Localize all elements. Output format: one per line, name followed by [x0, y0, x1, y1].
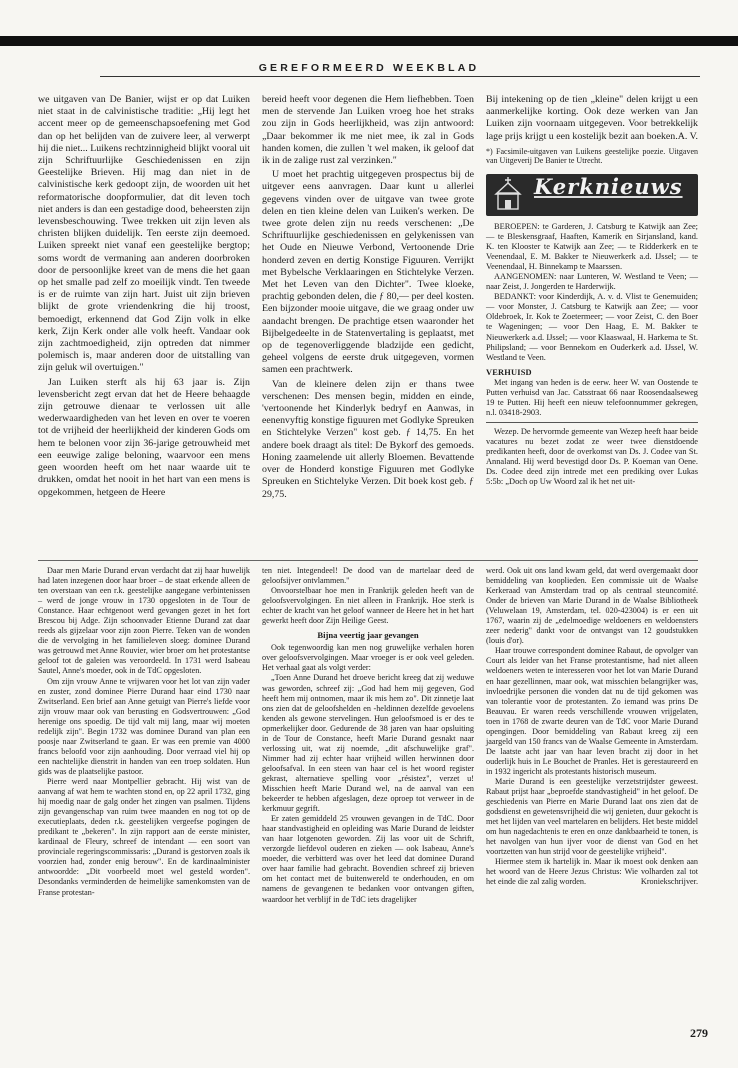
kerknieuws-items: [486, 222, 698, 487]
verhuisd-text: Met ingang van heden is de eerw. heer W. van Oostende te Putten verhuisd van Jac. Catsstraat 66 naar Roosendaalseweg 19 te Putten. Hij heeft een nieuw telefoonnummer gekregen, n.l. 03418-2903.: [486, 377, 698, 417]
section-divider: [38, 560, 698, 561]
lower-col3-paragraph: [486, 857, 698, 887]
lower-column-3: [486, 566, 698, 888]
lower-column-1: [38, 566, 250, 898]
upper-col2-paragraph: Van de kleinere delen zijn er thans twee verschenen: Des mensen begin, midden en einde, 'vertoonende het Kinderlyk bedryf en Aanwas, in eenenvyftig konstige figuuren met Godlyke Spreuken en Stichtelyke Verzen" kost geb. ƒ 14,75. En het andere boek draagt als titel: De Bykorf des gemoeds. Honing zaamelende uit allerly Bloemen. Bevattende over de Honderd konstige Figuuren met Godlyke Spreuken en Stichtelyke Verzen. Dit boek kost geb. ƒ 29,75.: [262, 378, 474, 500]
kerknieuws-item: BEDANKT: voor Kinderdijk, A. v. d. Vlist te Genemuiden; — voor Monster, J. Catsburg te Katwijk aan Zee; — voor Oldebroek, Ir. Kok te Zoetermeer; — voor Zeist, C. den Boer te Wageningen; — voor Den Haag, E. M. Bakker te Nieuwerkerk a.d. IJssel; — voor Klaaswaal, H. Harkema te St. Philipsland; — voor Bennekom en Ouderkerk a.d. IJssel, W. Westland te Veen.: [486, 292, 698, 362]
kerknieuws-item: BEROEPEN: te Garderen, J. Catsburg te Katwijk aan Zee; — te Bleskensgraaf, Haaften, Kamerik en Sirjansland, kand. K. ten Klooster te Katwijk aan Zee; — te Ridderkerk en te Veenendaal, E. M. Bakker te Nieuwerkerk a.d. IJssel; — te Veenendaal, H. Binnekamp te Maarssen.: [486, 222, 698, 272]
upper-column-3: [486, 94, 698, 487]
section-heading: Bijna veertig jaar gevangen: [317, 630, 419, 641]
page-number: 279: [690, 1026, 708, 1040]
lower-col3-paragraph: Marie Durand is een geestelijke verzetstrijdster geweest. Rabaut prijst haar „beproefde standvastigheid" in het geloof. De geschiedenis van Pierre en Marie Durand laat ons zien dat de godsdienst en gewetensvrijheid die wij genieten, duur gekocht is met het lijden van veel martelaren en belijders. Het beste middel om hun nagedachtenis te eren en onze dankbaarheid te tonen, is het navolgen van hun ijver voor de dienst van God en het voortzetten van hun strijd voor de geestelijke vrijheid".: [486, 776, 698, 857]
lower-col1-paragraph: Om zijn vrouw Anne te vrijwaren voor het lot van zijn vader en zuster, zond dominee Pierre Durand haar eind 1730 naar Zwitserland. Een brief aan Anne getuigt van Pierre's liefde voor zijn vrouw maar ook van berusting en Godsvertrouwen: „God herenige ons spoedig. De tijd valt mij lang, maar wij moeten redelijk zijn". Begin 1732 was dominee Durand van plan een poosje naar Zwitserland te gaan. Er was een premie van 4000 francs beloofd voor zijn aanhouding. Door verraad viel hij op een nachtelijke dienstrit in handen van een troep soldaten. Hun gids was de plaatselijke pastoor.: [38, 676, 250, 776]
lower-col1-paragraph: Pierre werd naar Montpellier gebracht. Hij wist van de aanvang af wat hem te wachten stond en, op 22 april 1732, ging hij moedig naar de galg onder het zingen van psalmen. Tijdens zijn gevangenschap van ruim twee maanden en nog tot op de executieplaats, deden r.k. geestelijken vergeefse pogingen de predikant te „bekeren". In zijn rapport aan de eerste minister, kardinaal de Fleury, schreef de intendant — een soort van provinciale regeringscommissaris: „Durand is gestorven zoals ik voorzien had, zonder enig berouw". En de kardinaalminister antwoordde: „Dit voorbeeld moet wel gesteld worden". Desondanks verminderden de heimelijke samenkomsten van de Franse protestan-: [38, 776, 250, 897]
signoff-kroniekschrijver: Kroniekschrijver.: [640, 877, 698, 887]
church-icon: [492, 177, 528, 213]
masthead: GEREFORMEERD WEEKBLAD: [258, 62, 480, 74]
lower-col3-paragraph: werd. Ook uit ons land kwam geld, dat werd overgemaakt door bemiddeling van kooplieden. Een commissie uit de Waalse Kerkeraad van Amsterdam trad op als centraal steuncomité. Onder de brieven van Marie Durand in de Waalse Bibliotheek (Veluwelaan 19, Amsterdam, tel. 020-423004) is er een uit 1767, waarin zij de „edelmoedige weldoeners en weldoensters zeer nederig" dankt voor de ontvangst van 12 goudstukken (louis d'or).: [486, 566, 698, 646]
upper-col3-intro: [486, 94, 698, 143]
upper-column-1: [38, 94, 250, 499]
kerknieuws-title: Kerknieuws: [534, 174, 683, 199]
upper-col2-paragraph: U moet het prachtig uitgegeven prospectus bij de uitgever eens aanvragen. Daar kunt u allerlei gegevens vinden over de uitgave van twee grote delen en tien kleine delen van Luiken's werken. De twee grote delen zijn nu reeds verschenen: „De Schriftuurlijke geschiedenissen en gelykenissen van het Oude en Nieuwe Verbond, Vertoonende Drie honderd zeven en dertig Konstige Figuuren. Verrijkt met Bybelsche Verklaaringen en Stichtelyke Verzen. Met het Leven van den Dichter". Twee kloeke, prachtig gebonden delen, die ƒ 80,— per deel kosten. Een bijzonder mooie uitgave, die we graag onder uw aandacht brengen. De prachtige etsen waaronder het Bijbelgedeelte in de Statenvertaling is geplaatst, met op de tegenoverliggende bladzijde een gedicht, geheel volgens de eerste druk uitgegeven, vormen samen een prachtwerk.: [262, 169, 474, 376]
lower-col2-paragraph: Onvoorstelbaar hoe men in Frankrijk geleden heeft van de geloofsvervolgingen. En niet alleen in Frankrijk. Hoe sterk is echter de kracht van het geloof wanneer de Heere het in het hart gewerkt heeft door Zijn Heilige Geest.: [262, 586, 474, 626]
top-black-bar: [0, 36, 738, 46]
intro-text: Bij intekening op de tien „kleine" delen krijgt u een aanmerkelijke korting. Ook deze werken van Jan Luiken zijn voornaam uitgegeven. Voor betrekkelijk lage prijs krijgt u een kostelijk bezit aan boeken.: [486, 94, 698, 142]
lower-col2-intro: ten niet. Integendeel! De dood van de martelaar deed de geloofsijver ontvlammen.": [262, 566, 474, 586]
signoff-av: A. V.: [677, 130, 698, 142]
lower-column-2: [262, 566, 474, 905]
lower-col3-paragraph: Haar trouwe correspondent dominee Rabaut, de opvolger van Court als leider van het Franse protestantisme, had niet alleen weldoeners weten te interesseren voor het lot van Marie Durand en haar gezellinnen, maar ook, wat misschien belangrijker was, invloedrijke personen die vonden dat nu de tijd gekomen was van tolerantie voor de protestanten. Zo iemand was prins De Beauvau. Er waren reeds verschillende vrouwen vrijgelaten, toen in 1768 de zwarte deuren van de TdC voor Marie Durand opengingen. Door bemiddeling van Rabaut kreeg zij een jaargeld van 150 francs van de Waalse Gemeente in Amsterdam. De laatste acht jaar van haar leven bracht zij door in het ouderlijk huis in Le Bouchet de Pranles. Het is gerestaureerd en in 1932 ingericht als protestants historisch museum.: [486, 646, 698, 776]
lower-col1-paragraph: Daar men Marie Durand ervan verdacht dat zij haar huwelijk had laten inzegenen door haar broer – de staat erkende alleen de ten overstaan van een r.k. geestelijke aangegane verbintenissen – werd de jonge vrouw in 1730 opgesloten in de Tour de Constance. Haar echtgenoot werd gevangen gezet in het fort Brescou bij Adge. Zijn schoonvader Etienne Durand zat daar reeds als gijzelaar voor zijn zoon Pierre. Teken van de wonden die de vervolging in het familieleven sloeg: dominee Durand was getrouwd met Anne Rouvier, wier broer om het protestantse geloof tot de galeien was veroordeeld. In 1731 werd Isabeau Sautel, Anne's moeder, ook in de TdC opgesloten.: [38, 566, 250, 676]
footnote: *) Facsimile-uitgaven van Luikens geestelijke poezie. Uitgaven van Uitgeverij De Banier te Utrecht.: [486, 146, 698, 166]
wezep-text: Wezep. De hervormde gemeente van Wezep heeft haar beide vacatures nu bezet zodat ze weer twee dienstdoende predikanten heeft, door de overkomst van Ds. J. Codee van St. Annaland. Hij werd bevestigd door Ds. P. Koeman van Oene. Ds. Codee deed zijn intrede met een prediking over Lukas 5:5b: „Doch op Uw Woord zal ik het net uit-: [486, 426, 698, 487]
lower-col2-paragraph: „Toen Anne Durand het droeve bericht kreeg dat zij weduwe was geworden, schreef zij: „God had hem mij gegeven, God heeft hem mij ontnomen, maar ik mis hem zo". Dit zinnetje laat ons zien dat de geloofshelden en -heldinnen dezelfde gevoelens kenden als gewone stervelingen. Hun geloofsmoed is er des te opmerkelijker door. Gedurende de 38 jaren van haar opsluiting in de Tour de Constance, heeft Marie Durand gesnakt naar verlossing uit, wat zij noemde, „dit afschuwelijke graf". Nimmer had zij echter haar vrijheid willen herwinnen door geloofsafval. In een steen van haar cel is het woord register gekrast, alternatieve spelling voor „résistez", verzet u! Misschien heeft Marie Durand wel, na de aanval van een bekeerder te hebben afgeslagen, deze oproep tot verweer in de kerkmuur gegrift.: [262, 673, 474, 814]
masthead-rule: [100, 76, 700, 77]
upper-column-2: [262, 94, 474, 501]
verhuisd-heading: VERHUISD: [486, 367, 532, 377]
lower-col2-paragraph: Er zaten gemiddeld 25 vrouwen gevangen in de TdC. Door haar standvastigheid en opleiding was Marie Durand de leidster van haar lotgenoten geworden. Zij las voor uit de Schrift, verzorgde liefdevol ouderen en zieken — ook Isabeau, Anne's moeder, die verbitterd was over het leed dat dominee Durand over haar familie had gebracht. Bovendien schreef zij brieven om het contact met de buitenwereld te onderhouden, en om namens de gevangenen te bedanken voor ontvangen giften, waardoor het verblijf in de TdC iets dragelijker: [262, 814, 474, 904]
kerknieuws-item: AANGENOMEN: naar Lunteren, W. Westland te Veen; — naar Zeist, J. Jongerden te Harderwijk.: [486, 272, 698, 292]
upper-col2-paragraph: bereid heeft voor degenen die Hem liefhebben. Toen men de stervende Jan Luiken vroeg hoe het straks zou zijn in Gods heerlijkheid, was zijn antwoord: „Daar bekommer ik me niet mee, ik zal in Gods handen komen, die zullen 't wel maken, ik geloof dat ik in de zalige rust zal verzinken.": [262, 94, 474, 167]
upper-col1-paragraph: we uitgaven van De Banier, wijst er op dat Luiken niet staat in de calvinistische traditie: „Hij legt het accent meer op de gemeenschapsoefening met God dan op het belijden van de zuivere leer, al verwerpt hij die niet... Luikens rechtzinnigheid blijkt vooral uit zijn Schriftuurlijke Geschiedenissen en zijn Geestelijke Brieven. Hij mag dan niet in de calvinistische kerk gedoopt zijn, de woorden uit het reformatorische doopformulier, dat dit leven toch niet anders is dan een gestadige dood, beheersten zijn levensbeschouwing. Twee trekken uit zijn leven als christen blijken duidelijk. Ten eerste zijn deemoed. Luiken spreekt niet vanaf een geestelijke bergtop; soms wordt de vermaning aan anderen doorbroken door de persoonlijke kreet van de mens die het gaan op het smalle pad zelf zo moeilijk vindt. Ten tweede is er de ruimte van zijn hart. Juist uit zijn brieven blijkt de grote vriendenkring die hij troost, bemoedigt, erkennend dat God Zijn volk in elke kerk, Zijn Kerk onder alle volk heeft. Vandaar ook zijn zachtmoedigheid, zijn optreden dat nimmer polemisch is, maar anderen door de uitstalling van zijn geluk wil overtuigen.": [38, 94, 250, 374]
lower-col2-paragraph: Ook tegenwoordig kan men nog gruwelijke verhalen horen over geloofsvervolgingen. Maar vroeger is er ook veel geleden. Het verhaal gaat als volgt verder:: [262, 643, 474, 673]
upper-col1-paragraph: Jan Luiken sterft als hij 63 jaar is. Zijn levensbericht zegt ervan dat het de Heere behaagde zijn getrouwe dienaar te verlossen uit alle wederwaardigheden van het leven en over te voeren tot de vrijheid der heerlijkheid der kinderen Gods om hem te belonen voor zijn 36-jarige getrouwheid met een eeuwige zalige beloning, waarvoor een mens geen woorden heeft om het naar waarde uit te drukken, omdat het nooit in het hart van een mens is opgekommen, hetgeen de Heere: [38, 376, 250, 498]
kerknieuws-banner: [486, 174, 698, 216]
news-divider: [486, 422, 698, 423]
closing-text: Hiermee stem ik hartelijk in. Maar ik moest ook denken aan het woord van de Heere Jezus Christus: Wie volharden zal tot het einde die zal zalig worden.: [486, 857, 698, 887]
